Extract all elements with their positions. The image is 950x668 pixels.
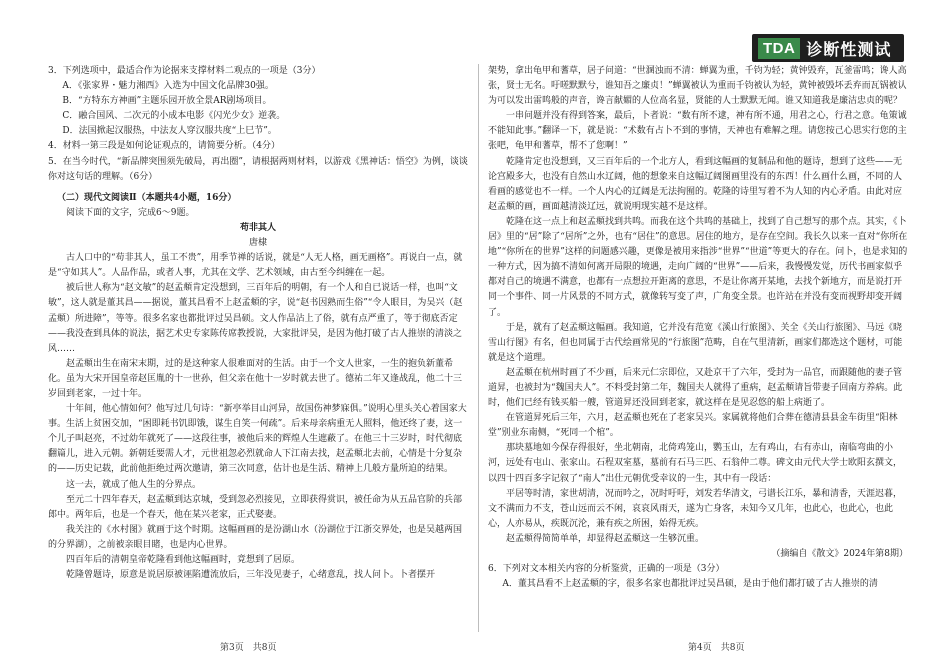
badge-title: 诊断性测试 bbox=[806, 39, 892, 59]
article-paragraph: 十年间，他心情如何？他写过几句诗：“新亭举目山河异，故国伤神梦寐俱。”说明心里头关心着国家大事。生活上贫困交加，“困即耗书饥即饿，谋生自笑一何疏”。后来母亲病重无人照料，他还终了妻，这一个儿子叫赵亮，不过幼年就死了——这段往事，被他后来的辉煌人生遮蔽了。在他三十三岁时，时代彻底翻篇儿，进入元朝。新朝廷要需人才，元世祖忽必烈就命人下江南去找，赵孟頫北去前，心情是十分复杂的——历史记载，此前他拒绝过两次邀请，第三次同意，估计也是生活、精神上几般方量所迫的结果。 bbox=[48, 404, 467, 475]
page-number-right: 第4页 共8页 bbox=[688, 643, 745, 653]
article-source: （摘编自《散文》2024年第8期） bbox=[771, 549, 908, 559]
article-author: 唐棣 bbox=[248, 238, 267, 249]
question-4: 4．材料一第三段是如何论证观点的，请简要分析。（4分） bbox=[48, 141, 280, 152]
article-paragraph: 于是，就有了赵孟頫这幅画。我知道，它并没有范宽《溪山行旅图》、关全《关山行旅图》、马远《晓雪山行图》有名，但也同属于古代绘画常见的“行旅图”范畴，自在气里清新，画家们都选这个题材，可能就是这个道理。 bbox=[488, 322, 903, 363]
badge-logo-mark: TDA bbox=[758, 38, 800, 59]
article-paragraph: 乾隆曾题诗，原意是说居原被诬陷遭流放后，三年没见妻子，心绪意乱，找人问卜。卜者摆开 bbox=[66, 570, 436, 581]
article-paragraph: 古人口中的“苟非其人，虽工不贵”，用季节禅的话说，就是“人无人格，画无画格”。再说白一点，就是“守如其人”。人品作品，或者人事，尤其在文学、艺术领域，由古至今纠缠在一起。 bbox=[48, 253, 463, 279]
article-paragraph: 那块墓地如今保存得很好，坐北朝南，北倚鸡笼山，鹦玉山，左有鸡山，右有赤山，南临弯曲的小河，远处有屯山、张家山。石程双室墓，墓前有石马三匹、石翁仲二尊。碑文由元代大学士欧阳玄撰文，以四十四百多字记叙了“南人”出仕元朝优受幸议的一生，其中有一段话： bbox=[488, 443, 903, 484]
column-divider bbox=[478, 64, 479, 632]
article-paragraph: 我关注的《水村图》就画于这个时期。这幅画画的是汾湖山水（汾湖位于江浙交界处，也是吴越两国的分界湖），之前被亲眼目睹，也是内心世界。 bbox=[48, 524, 463, 550]
article-paragraph: 这一去，就成了他人生的分界点。 bbox=[66, 479, 202, 490]
left-column bbox=[48, 64, 468, 632]
article-paragraph: 赵孟頫得简简单单，却显得赵孟頫这一生够沉重。 bbox=[506, 533, 705, 544]
question-5: 5．在当今时代，“新品牌突围须先破局，再出圈”，请根据两则材料，以游戏《黑神话：悟空》为例，谈谈你对这句话的理解。（6分） bbox=[48, 156, 468, 182]
question-3-option-a: A．《张家界・魅力湘西》入选为中国文化品牌30强。 bbox=[62, 81, 274, 92]
article-title: 苟非其人 bbox=[239, 222, 276, 233]
question-3-option-d: D．法国掀起汉服热，中法友人穿汉服共度“上巳节”。 bbox=[62, 126, 277, 137]
question-3: 3．下列选项中，最适合作为论据来支撑材料二观点的一项是（3分） bbox=[48, 66, 321, 76]
article-paragraph: 一串问题并没有得到答案，最后，卜者说：“数有所不逮，神有所不通，用君之心，行君之意。龟策诚不能知此事。”翻译一下，就是说：“术数有占卜不到的事情，天神也有难解之理。请您按己心思实行您的主张吧，龟甲和蓍草，帮不了您啊！” bbox=[488, 111, 907, 152]
question-3-option-c: C．融合国风、二次元的小成本电影《闪光少女》逆袭。 bbox=[62, 111, 286, 122]
page-number-left: 第3页 共8页 bbox=[220, 643, 277, 653]
article-paragraph: 赵孟頫出生在南宋末期，过的是这种家人很难面对的生活。由于一个文人世家，一生的抱负新董希化。虽为大宋开国皇帝赵匡胤的十一世孙，但父亲在他十一岁时就去世了。德祐二年又逢战乱，他二十三岁回到老家，一过十年。 bbox=[48, 358, 463, 399]
article-paragraph: 四百年后的清朝皇帝乾隆看到他这幅画时，竟想到了居原。 bbox=[66, 555, 301, 565]
article-paragraph: 架势，拿出龟甲和蓍草，居子问道：“世溷浊而不清：蝉翼为重，千钧为轻；黄钟毁弃，瓦釜雷鸣；谗人高张，贤士无名。吁嗟默默兮，谁知吾之廉贞！”蝉翼被认为重而千钧被认为轻，黄钟被毁坏丢弃而瓦锅被认为可以发出雷鸣般的声音，谗言献媚的人位高名显，贤能的人士默默无闻。谁又知道我是廉洁忠贞的呢？ bbox=[488, 66, 907, 107]
article-paragraph: 被后世人称为“赵文敏”的赵孟頫肯定没想到，三百年后的明朝，有一个人和自已说话一样，也叫“文敏”，这人就是董其昌——据说，董其昌看不上赵孟頫的字，说“赵书因熟而生俗”“令人眼目，为吴兴（赵孟頫）所进障”，等等。很多名家也都批评过吴昌硕。文人作品沾上了俗，就有点严重了，等于彻底否定——我没查到具体的说法，据艺术史专家陈传席教授说，大家批评吴，是因为他打破了古人推崇的清淡之风…… bbox=[48, 283, 463, 354]
article-paragraph: 在管道昇死后三年，六月，赵孟頫也死在了老家吴兴。家属就将他们合葬在德清县县金车街里“阳林堂”别业东南侧，“死同一个棺”。 bbox=[488, 413, 898, 439]
diagnostic-test-badge bbox=[752, 34, 904, 62]
right-column bbox=[488, 64, 908, 632]
inscription-quote: 平居等时清，家世胡清，况而吟之，况时吁吁，刘发若华清文，弓谱长江乐，暴和清香，天涯迟暮，文不满而力不支，苍山远而云不闲，哀哀风雨天，遂为亡身客，未知今又几年，也此心，也此心，也此心，人亦易从，疾既沉沦，兼有疾之所困，始得无疾。 bbox=[488, 488, 903, 529]
question-6-option-a: A．董其昌看不上赵孟頫的字，很多名家也都批评过吴昌硕，是由于他们都打破了古人推崇的清 bbox=[502, 579, 878, 590]
article-paragraph: 乾隆肯定也没想到，又三百年后的一个北方人，看到这幅画的复制品和他的题诗，想到了这些——无论宫殿多大，也没有自然山水辽阔，他的想象来自这幅辽阔图画里没有的东西！什么画什么画，不同的人看画的感觉也不一样。一个人内心的辽阔是无法拘囿的。乾隆的诗里写着不为人知的内心矛盾。由此对应赵孟頫的画，画面越清淡辽远，就说明现实越不是这样。 bbox=[488, 156, 903, 212]
article-paragraph: 乾隆在这一点上和赵孟頫找到共鸣。而我在这个共鸣的基础上，找到了自己想写的那个点。其实，《卜居》里的“居”除了“居所”之外，也有“居住”的意思。居住的地方，是存在空间。我长久以来一直对“你所在地”“你所在的世界”这样的问题感兴趣，更像是被用来指涉“世界”“世道”等更大的存在。问卜，也是求知的一种方式，因为搞不清如何离开局限的境遇，走向广阔的“世界”——后来，我慢慢发觉，历代书画家似乎都对自己的境遇不满意，也都有一点想拉开距离的意思，不是让你离开某地，去找个新地方，而是说打开同一个事件、同一片风景的不同方式，就像转写变了声，广角变全景。也许站在并没有变而视野却变开阔了。 bbox=[488, 216, 908, 318]
reading-instruction: 阅读下面的文字，完成6～9题。 bbox=[66, 207, 195, 218]
question-6: 6．下列对文本相关内容的分析鉴赏，正确的一项是（3分） bbox=[488, 564, 725, 575]
article-paragraph: 赵孟頫在杭州时画了不少画，后来元仁宗即位，又赴京干了六年，受封为一品官，而跟随他的妻子管道昇，也被封为“魏国夫人”。不料受封第二年，魏国夫人就得了重病，赵孟頫请旨带妻子回南方养病。此时，他们已经有钱买船一艘，管道昇还没回到老家，就这样在是见忍悠的船上病逝了。 bbox=[488, 367, 903, 409]
section-title: （二）现代文阅读Ⅱ（本题共4小题，16分） bbox=[57, 192, 237, 203]
article-paragraph: 至元二十四年春天，赵孟頫到达京城，受到忽必烈接见，立即获得赏识，被任命为从五品官阶的兵部郎中。两年后，也是一个春天，他在某兴老家，正式娶妻。 bbox=[48, 494, 463, 520]
question-3-option-b: B．“方特东方神画”主题乐园开放全景AR剧场项目。 bbox=[62, 96, 272, 107]
